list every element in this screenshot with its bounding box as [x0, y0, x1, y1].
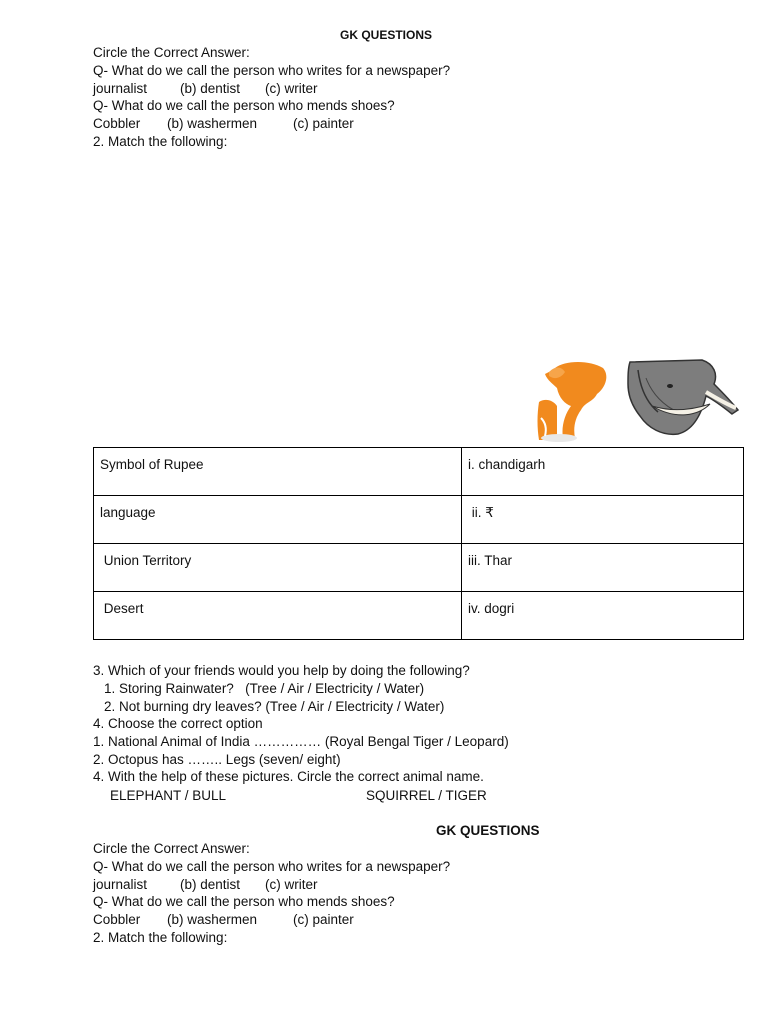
- question-1: Q- What do we call the person who writes for a newspaper?: [93, 859, 451, 874]
- animal-choice-right: SQUIRREL / TIGER: [366, 788, 487, 803]
- table-cell-left: Desert: [94, 592, 462, 640]
- table-row: [94, 448, 744, 496]
- section4-item-1: 1. National Animal of India …………… (Royal Bengal Tiger / Leopard): [93, 734, 509, 749]
- q1-option-c: (c) writer: [265, 877, 318, 892]
- table-cell-left: Union Territory: [94, 544, 462, 592]
- page-title: GK QUESTIONS: [340, 28, 433, 42]
- q2-option-b: (b) washermen: [167, 912, 258, 927]
- section3-item-2: 2. Not burning dry leaves? (Tree / Air / Electricity / Water): [104, 699, 445, 714]
- table-cell-left: language: [94, 496, 462, 544]
- elephant-picture: [622, 356, 742, 440]
- question-1: Q- What do we call the person who writes for a newspaper?: [93, 63, 451, 78]
- match-heading: 2. Match the following:: [93, 134, 228, 149]
- q1-option-b: (b) dentist: [180, 81, 241, 96]
- q2-option-c: (c) painter: [293, 912, 354, 927]
- q2-option-a: Cobbler: [93, 912, 141, 927]
- instruction-text: Circle the Correct Answer:: [93, 45, 250, 60]
- squirrel-picture: [535, 358, 610, 444]
- table-cell-right: ii. ₹: [462, 496, 744, 544]
- q1-option-b: (b) dentist: [180, 877, 241, 892]
- section4-item-2: 2. Octopus has …….. Legs (seven/ eight): [93, 752, 341, 767]
- match-table: [93, 447, 744, 640]
- table-cell-left: Symbol of Rupee: [94, 448, 462, 496]
- section3-item-1: 1. Storing Rainwater? (Tree / Air / Electricity / Water): [104, 681, 425, 696]
- table-cell-right: iv. dogri: [462, 592, 744, 640]
- table-row: [94, 544, 744, 592]
- table-cell-right: iii. Thar: [462, 544, 744, 592]
- q1-option-a: journalist: [93, 81, 148, 96]
- question-2: Q- What do we call the person who mends shoes?: [93, 894, 395, 909]
- page-title-repeat: GK QUESTIONS: [436, 823, 540, 838]
- table-row: [94, 592, 744, 640]
- table-cell-right: i. chandigarh: [462, 448, 744, 496]
- q2-option-a: Cobbler: [93, 116, 141, 131]
- table-row: [94, 496, 744, 544]
- q1-option-a: journalist: [93, 877, 148, 892]
- question-2: Q- What do we call the person who mends shoes?: [93, 98, 395, 113]
- animal-choice-left: ELEPHANT / BULL: [110, 788, 227, 803]
- section4-heading: 4. Choose the correct option: [93, 716, 263, 731]
- q2-option-b: (b) washermen: [167, 116, 258, 131]
- q1-option-c: (c) writer: [265, 81, 318, 96]
- match-heading: 2. Match the following:: [93, 930, 228, 945]
- q2-option-c: (c) painter: [293, 116, 354, 131]
- section3-heading: 3. Which of your friends would you help by doing the following?: [93, 663, 470, 678]
- section4-item-4: 4. With the help of these pictures. Circle the correct animal name.: [93, 769, 484, 784]
- instruction-text: Circle the Correct Answer:: [93, 841, 250, 856]
